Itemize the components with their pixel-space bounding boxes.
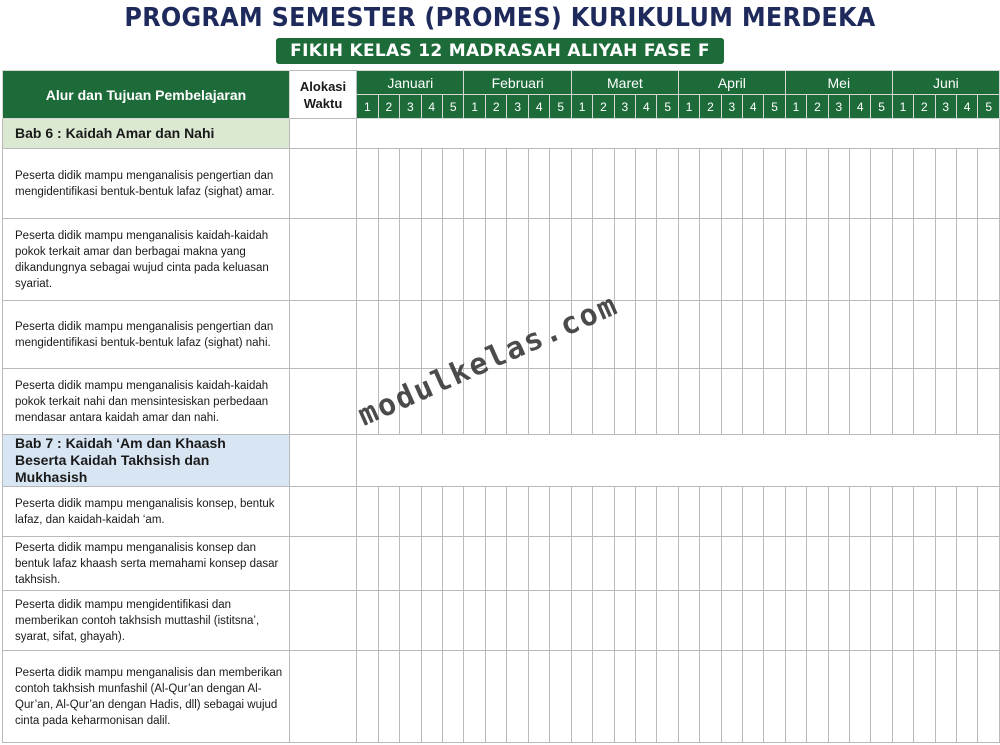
week-cell[interactable] — [892, 591, 913, 651]
week-cell[interactable] — [507, 219, 529, 301]
week-cell[interactable] — [507, 591, 529, 651]
week-cell[interactable] — [614, 369, 635, 435]
week-cell[interactable] — [828, 219, 849, 301]
week-cell[interactable] — [828, 149, 849, 219]
week-cell[interactable] — [871, 219, 892, 301]
week-cell[interactable] — [357, 537, 378, 591]
tujuan-row — [3, 369, 1000, 435]
week-cell[interactable] — [978, 301, 1000, 369]
week-cell[interactable] — [914, 537, 935, 591]
week-cell[interactable] — [978, 219, 1000, 301]
week-cell[interactable] — [935, 591, 956, 651]
week-number: 1 — [571, 95, 592, 119]
week-number: 4 — [956, 95, 977, 119]
week-cell[interactable] — [743, 369, 764, 435]
week-cell[interactable] — [657, 537, 678, 591]
week-number: 3 — [614, 95, 635, 119]
week-cell[interactable] — [442, 219, 463, 301]
week-cell[interactable] — [485, 219, 507, 301]
week-cell[interactable] — [721, 487, 742, 537]
tujuan-text: Peserta didik mampu menganalisis konsep dan bentuk lafaz khaash serta memahami konsep dasar takhsish. — [3, 537, 290, 591]
week-cell[interactable] — [850, 651, 871, 743]
week-cell[interactable] — [378, 219, 399, 301]
week-cell[interactable] — [571, 591, 592, 651]
week-number: 5 — [764, 95, 785, 119]
week-cell[interactable] — [850, 591, 871, 651]
week-cell[interactable] — [378, 537, 399, 591]
week-number: 1 — [357, 95, 378, 119]
week-cell[interactable] — [721, 591, 742, 651]
alokasi-cell[interactable] — [289, 591, 356, 651]
week-cell[interactable] — [636, 149, 657, 219]
week-cell[interactable] — [871, 301, 892, 369]
week-number: 1 — [892, 95, 913, 119]
week-cell[interactable] — [892, 487, 913, 537]
tujuan-row — [3, 651, 1000, 743]
week-cell[interactable] — [764, 487, 785, 537]
week-cell[interactable] — [528, 487, 550, 537]
week-cell[interactable] — [636, 219, 657, 301]
week-number: 4 — [528, 95, 550, 119]
week-cell[interactable] — [550, 651, 572, 743]
week-cell[interactable] — [785, 369, 806, 435]
week-cell[interactable] — [850, 301, 871, 369]
week-cell[interactable] — [743, 219, 764, 301]
week-cell[interactable] — [421, 487, 442, 537]
week-cell[interactable] — [700, 219, 721, 301]
week-cell[interactable] — [956, 591, 977, 651]
week-number: 2 — [700, 95, 721, 119]
week-cell[interactable] — [636, 651, 657, 743]
week-cell[interactable] — [657, 219, 678, 301]
week-cell[interactable] — [442, 537, 463, 591]
bab-row — [3, 435, 1000, 487]
week-cell[interactable] — [464, 219, 486, 301]
week-cell[interactable] — [743, 537, 764, 591]
week-cell[interactable] — [721, 537, 742, 591]
month-header: Mei — [785, 71, 892, 95]
week-cell[interactable] — [507, 149, 529, 219]
week-cell[interactable] — [550, 219, 572, 301]
week-cell[interactable] — [743, 149, 764, 219]
week-cell[interactable] — [636, 591, 657, 651]
alokasi-cell[interactable] — [289, 119, 356, 149]
week-cell[interactable] — [850, 369, 871, 435]
week-cell[interactable] — [442, 651, 463, 743]
week-cell[interactable] — [678, 369, 699, 435]
week-number: 3 — [935, 95, 956, 119]
week-cell[interactable] — [978, 651, 1000, 743]
week-cell[interactable] — [357, 591, 378, 651]
week-cell[interactable] — [421, 591, 442, 651]
tujuan-text: Peserta didik mampu mengidentifikasi dan memberikan contoh takhsish muttashil (istitsna’, syarat, sifat, ghayah). — [3, 591, 290, 651]
week-cell[interactable] — [700, 487, 721, 537]
bab-title: Bab 6 : Kaidah Amar dan Nahi — [3, 119, 290, 149]
week-cell[interactable] — [400, 219, 421, 301]
week-cell[interactable] — [914, 369, 935, 435]
week-cell[interactable] — [978, 487, 1000, 537]
week-cell[interactable] — [528, 149, 550, 219]
week-cell[interactable] — [593, 591, 614, 651]
week-cell[interactable] — [935, 301, 956, 369]
week-cell[interactable] — [593, 369, 614, 435]
week-cell[interactable] — [956, 487, 977, 537]
week-cell[interactable] — [636, 487, 657, 537]
week-cell[interactable] — [357, 487, 378, 537]
tujuan-row — [3, 219, 1000, 301]
week-cell[interactable] — [935, 219, 956, 301]
week-number: 5 — [978, 95, 1000, 119]
week-cell[interactable] — [764, 537, 785, 591]
tujuan-row — [3, 537, 1000, 591]
week-cell[interactable] — [721, 149, 742, 219]
week-cell[interactable] — [764, 219, 785, 301]
week-cell[interactable] — [400, 651, 421, 743]
week-cell[interactable] — [785, 591, 806, 651]
week-cell[interactable] — [892, 149, 913, 219]
week-cell[interactable] — [807, 301, 828, 369]
watermark: modulkelas.com — [352, 287, 624, 434]
page-title: PROGRAM SEMESTER (PROMES) KURIKULUM MERDEKA — [124, 3, 876, 33]
week-cell[interactable] — [828, 487, 849, 537]
week-cell[interactable] — [400, 487, 421, 537]
week-cell[interactable] — [614, 537, 635, 591]
week-number: 5 — [657, 95, 678, 119]
week-cell[interactable] — [464, 487, 486, 537]
week-cell[interactable] — [593, 149, 614, 219]
week-cell[interactable] — [871, 591, 892, 651]
week-number: 3 — [507, 95, 529, 119]
week-cell[interactable] — [507, 487, 529, 537]
week-cell[interactable] — [400, 591, 421, 651]
week-cell[interactable] — [593, 651, 614, 743]
week-cell[interactable] — [614, 651, 635, 743]
week-cell[interactable] — [442, 487, 463, 537]
week-cell[interactable] — [528, 651, 550, 743]
week-number: 2 — [914, 95, 935, 119]
week-cell[interactable] — [785, 487, 806, 537]
week-cell[interactable] — [764, 369, 785, 435]
week-cell[interactable] — [421, 219, 442, 301]
week-cell[interactable] — [678, 537, 699, 591]
week-cell[interactable] — [528, 537, 550, 591]
week-cell[interactable] — [464, 651, 486, 743]
week-cell[interactable] — [978, 591, 1000, 651]
week-cell[interactable] — [807, 219, 828, 301]
week-cell[interactable] — [743, 651, 764, 743]
week-cell[interactable] — [956, 537, 977, 591]
week-number: 1 — [785, 95, 806, 119]
week-cell[interactable] — [357, 149, 378, 219]
week-cell[interactable] — [764, 149, 785, 219]
week-cell[interactable] — [914, 651, 935, 743]
week-cell[interactable] — [807, 149, 828, 219]
week-cell[interactable] — [593, 537, 614, 591]
week-cell[interactable] — [871, 651, 892, 743]
week-cell[interactable] — [721, 369, 742, 435]
week-cell[interactable] — [700, 301, 721, 369]
week-cell[interactable] — [485, 537, 507, 591]
week-cell[interactable] — [571, 149, 592, 219]
week-cell[interactable] — [785, 301, 806, 369]
week-cell[interactable] — [657, 301, 678, 369]
week-number: 4 — [421, 95, 442, 119]
week-cell[interactable] — [442, 591, 463, 651]
tujuan-row — [3, 487, 1000, 537]
week-cell[interactable] — [636, 369, 657, 435]
week-number: 3 — [400, 95, 421, 119]
week-cell[interactable] — [571, 369, 592, 435]
week-cell[interactable] — [871, 537, 892, 591]
week-cell[interactable] — [828, 591, 849, 651]
week-cell[interactable] — [357, 301, 378, 369]
week-cell[interactable] — [421, 651, 442, 743]
week-cell[interactable] — [700, 591, 721, 651]
week-cell[interactable] — [785, 219, 806, 301]
week-number: 2 — [378, 95, 399, 119]
week-cell[interactable] — [978, 369, 1000, 435]
week-cell[interactable] — [550, 537, 572, 591]
week-cell[interactable] — [485, 591, 507, 651]
week-cell[interactable] — [550, 591, 572, 651]
column-header-alur: Alur dan Tujuan Pembelajaran — [3, 71, 290, 119]
week-cell[interactable] — [850, 487, 871, 537]
week-cell[interactable] — [593, 487, 614, 537]
week-cell[interactable] — [378, 149, 399, 219]
week-cell[interactable] — [828, 369, 849, 435]
week-cell[interactable] — [378, 651, 399, 743]
week-number: 2 — [485, 95, 507, 119]
week-cell[interactable] — [807, 651, 828, 743]
week-cell[interactable] — [464, 537, 486, 591]
week-cell[interactable] — [678, 487, 699, 537]
week-cell[interactable] — [956, 651, 977, 743]
page-subtitle: FIKIH KELAS 12 MADRASAH ALIYAH FASE F — [276, 38, 724, 64]
tujuan-text: Peserta didik mampu menganalisis kaidah-kaidah pokok terkait nahi dan mensintesiskan perbedaan mendasar antara kaidah amar dan nahi. — [3, 369, 290, 435]
month-header: Februari — [464, 71, 572, 95]
week-number: 4 — [636, 95, 657, 119]
week-cell[interactable] — [678, 219, 699, 301]
week-number: 5 — [442, 95, 463, 119]
week-cell[interactable] — [871, 487, 892, 537]
week-cell[interactable] — [657, 487, 678, 537]
week-cell[interactable] — [700, 369, 721, 435]
week-cell[interactable] — [657, 651, 678, 743]
week-cell[interactable] — [914, 301, 935, 369]
week-cell[interactable] — [956, 219, 977, 301]
week-cell[interactable] — [956, 301, 977, 369]
week-cell[interactable] — [593, 219, 614, 301]
week-cell[interactable] — [357, 651, 378, 743]
week-cell[interactable] — [700, 149, 721, 219]
week-cell[interactable] — [764, 651, 785, 743]
column-header-alokasi: Alokasi Waktu — [289, 71, 356, 119]
week-cell[interactable] — [828, 301, 849, 369]
week-cell[interactable] — [678, 651, 699, 743]
week-cell[interactable] — [550, 149, 572, 219]
week-cell[interactable] — [721, 651, 742, 743]
week-cell[interactable] — [421, 301, 442, 369]
week-cell[interactable] — [871, 149, 892, 219]
week-cell[interactable] — [828, 537, 849, 591]
week-cell[interactable] — [485, 149, 507, 219]
tujuan-text: Peserta didik mampu menganalisis pengertian dan mengidentifikasi bentuk-bentuk lafaz (sighat) amar. — [3, 149, 290, 219]
schedule-span-cell — [357, 119, 1000, 149]
week-cell[interactable] — [935, 487, 956, 537]
week-cell[interactable] — [657, 591, 678, 651]
alokasi-cell[interactable] — [289, 149, 356, 219]
week-number: 2 — [593, 95, 614, 119]
week-cell[interactable] — [914, 487, 935, 537]
week-cell[interactable] — [571, 487, 592, 537]
week-cell[interactable] — [400, 149, 421, 219]
schedule-span-cell — [357, 435, 1000, 487]
tujuan-text: Peserta didik mampu menganalisis konsep, bentuk lafaz, dan kaidah-kaidah ‘am. — [3, 487, 290, 537]
week-cell[interactable] — [678, 591, 699, 651]
week-cell[interactable] — [571, 651, 592, 743]
week-cell[interactable] — [871, 369, 892, 435]
week-cell[interactable] — [400, 301, 421, 369]
week-cell[interactable] — [892, 369, 913, 435]
alokasi-cell[interactable] — [289, 369, 356, 435]
week-cell[interactable] — [657, 149, 678, 219]
week-cell[interactable] — [721, 301, 742, 369]
week-cell[interactable] — [850, 219, 871, 301]
week-cell[interactable] — [378, 301, 399, 369]
week-cell[interactable] — [764, 591, 785, 651]
week-cell[interactable] — [614, 591, 635, 651]
week-cell[interactable] — [764, 301, 785, 369]
week-number: 1 — [678, 95, 699, 119]
bab-title: Bab 7 : Kaidah ‘Am dan Khaash Beserta Kaidah Takhsish dan Mukhasish — [3, 435, 290, 487]
month-header: Maret — [571, 71, 678, 95]
week-number: 5 — [550, 95, 572, 119]
week-cell[interactable] — [978, 537, 1000, 591]
week-cell[interactable] — [357, 219, 378, 301]
tujuan-text: Peserta didik mampu menganalisis kaidah-kaidah pokok terkait amar dan berbagai makna yang dikandungnya sebagai wujud cinta pada keluasan syariat. — [3, 219, 290, 301]
week-cell[interactable] — [528, 219, 550, 301]
week-cell[interactable] — [507, 651, 529, 743]
week-cell[interactable] — [421, 149, 442, 219]
week-number: 3 — [828, 95, 849, 119]
tujuan-text: Peserta didik mampu menganalisis dan memberikan contoh takhsish munfashil (Al-Qur’an dengan Al-Qur’an, Al-Qur’an dengan Hadis, dll) sebagai wujud cinta pada keharmonisan dalil. — [3, 651, 290, 743]
week-cell[interactable] — [657, 369, 678, 435]
week-cell[interactable] — [614, 149, 635, 219]
week-cell[interactable] — [528, 369, 550, 435]
week-cell[interactable] — [892, 537, 913, 591]
week-cell[interactable] — [550, 369, 572, 435]
week-cell[interactable] — [892, 219, 913, 301]
week-cell[interactable] — [785, 651, 806, 743]
week-cell[interactable] — [807, 591, 828, 651]
week-cell[interactable] — [464, 591, 486, 651]
week-cell[interactable] — [892, 651, 913, 743]
week-cell[interactable] — [485, 487, 507, 537]
week-cell[interactable] — [528, 591, 550, 651]
week-cell[interactable] — [614, 487, 635, 537]
week-cell[interactable] — [956, 149, 977, 219]
tujuan-row — [3, 591, 1000, 651]
week-cell[interactable] — [743, 301, 764, 369]
week-cell[interactable] — [678, 301, 699, 369]
week-cell[interactable] — [678, 149, 699, 219]
week-number: 4 — [850, 95, 871, 119]
week-cell[interactable] — [485, 651, 507, 743]
week-cell[interactable] — [850, 537, 871, 591]
week-cell[interactable] — [378, 591, 399, 651]
week-cell[interactable] — [785, 537, 806, 591]
week-cell[interactable] — [464, 149, 486, 219]
alokasi-cell[interactable] — [289, 219, 356, 301]
week-cell[interactable] — [914, 219, 935, 301]
week-cell[interactable] — [978, 149, 1000, 219]
week-cell[interactable] — [914, 149, 935, 219]
alokasi-cell[interactable] — [289, 651, 356, 743]
week-cell[interactable] — [636, 301, 657, 369]
week-cell[interactable] — [807, 537, 828, 591]
week-cell[interactable] — [935, 651, 956, 743]
week-cell[interactable] — [914, 591, 935, 651]
week-cell[interactable] — [442, 149, 463, 219]
week-cell[interactable] — [956, 369, 977, 435]
alokasi-cell[interactable] — [289, 487, 356, 537]
week-number: 1 — [464, 95, 486, 119]
week-cell[interactable] — [850, 149, 871, 219]
tujuan-row — [3, 149, 1000, 219]
bab-row — [3, 119, 1000, 149]
week-cell[interactable] — [507, 537, 529, 591]
month-header: Juni — [892, 71, 999, 95]
alokasi-cell[interactable] — [289, 537, 356, 591]
week-cell[interactable] — [700, 537, 721, 591]
promes-table — [2, 70, 1000, 743]
tujuan-text: Peserta didik mampu menganalisis pengertian dan mengidentifikasi bentuk-bentuk lafaz (sighat) nahi. — [3, 301, 290, 369]
month-header: April — [678, 71, 785, 95]
week-cell[interactable] — [892, 301, 913, 369]
week-number: 3 — [721, 95, 742, 119]
week-cell[interactable] — [507, 369, 529, 435]
week-cell[interactable] — [614, 219, 635, 301]
week-cell[interactable] — [807, 369, 828, 435]
week-cell[interactable] — [743, 591, 764, 651]
week-cell[interactable] — [935, 149, 956, 219]
week-number: 4 — [743, 95, 764, 119]
week-cell[interactable] — [700, 651, 721, 743]
week-cell[interactable] — [571, 537, 592, 591]
week-cell[interactable] — [785, 149, 806, 219]
month-header: Januari — [357, 71, 464, 95]
alokasi-cell[interactable] — [289, 301, 356, 369]
week-cell[interactable] — [400, 537, 421, 591]
week-cell[interactable] — [721, 219, 742, 301]
week-cell[interactable] — [550, 487, 572, 537]
week-cell[interactable] — [935, 369, 956, 435]
week-cell[interactable] — [421, 537, 442, 591]
week-cell[interactable] — [636, 537, 657, 591]
week-cell[interactable] — [378, 487, 399, 537]
week-number: 2 — [807, 95, 828, 119]
week-cell[interactable] — [571, 219, 592, 301]
alokasi-cell[interactable] — [289, 435, 356, 487]
week-cell[interactable] — [935, 537, 956, 591]
week-cell[interactable] — [828, 651, 849, 743]
week-cell[interactable] — [807, 487, 828, 537]
week-number: 5 — [871, 95, 892, 119]
week-cell[interactable] — [743, 487, 764, 537]
